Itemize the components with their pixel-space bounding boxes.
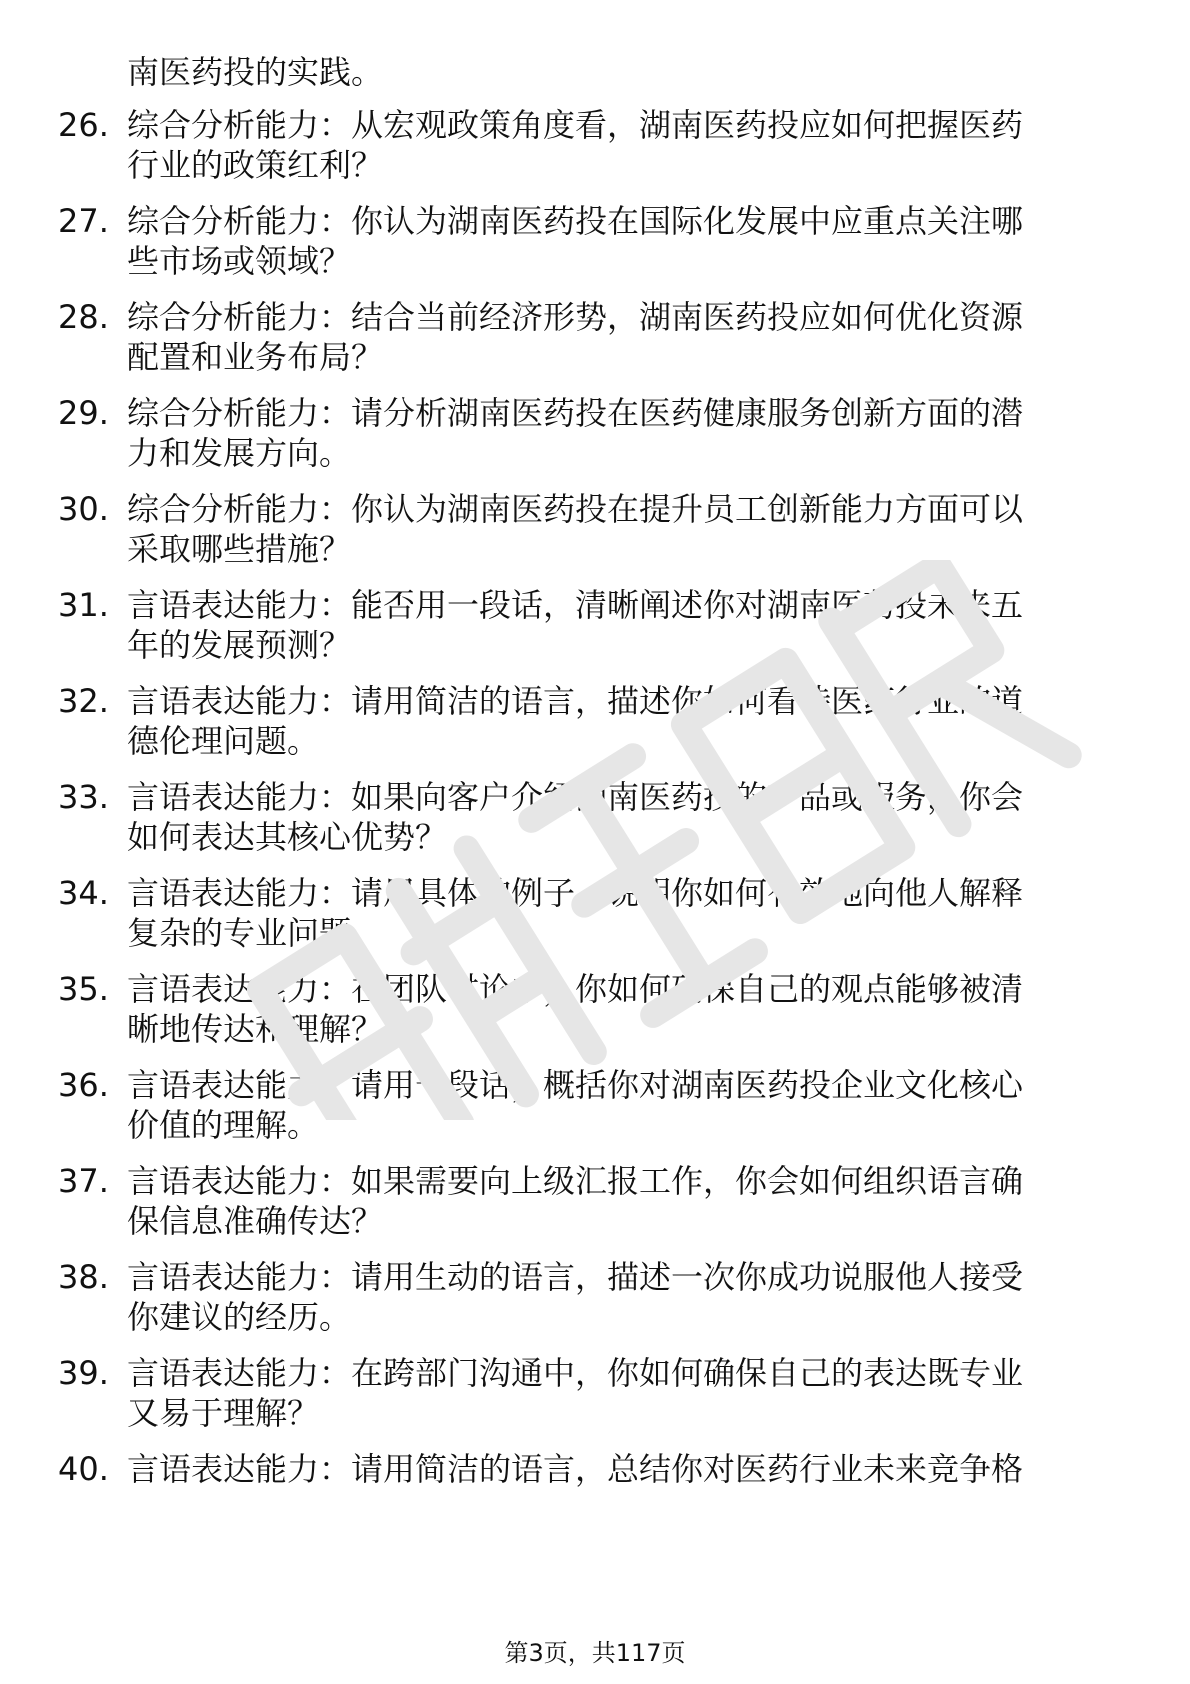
item-text-line: 综合分析能力：你认为湖南医药投在提升员工创新能力方面可以 <box>127 490 1024 528</box>
item-text-line: 如何表达其核心优势？ <box>127 818 448 856</box>
item-number: 39. <box>58 1354 109 1392</box>
item-text-line: 你建议的经历。 <box>127 1298 352 1336</box>
item-text-line: 综合分析能力：你认为湖南医药投在国际化发展中应重点关注哪 <box>127 202 1024 240</box>
item-number: 33. <box>58 778 109 816</box>
item-number: 37. <box>58 1162 109 1200</box>
item-text <box>127 1257 1107 1337</box>
item-text-line: 保信息准确传达？ <box>127 1202 384 1240</box>
item-text-line: 言语表达能力：在跨部门沟通中，你如何确保自己的表达既专业 <box>127 1354 1024 1392</box>
item-text <box>127 393 1107 473</box>
item-number: 28. <box>58 298 109 336</box>
item-text-line: 言语表达能力：在团队讨论中，你如何确保自己的观点能够被清 <box>127 970 1024 1008</box>
item-text-line: 言语表达能力：请用简洁的语言，描述你如何看待医药行业的道 <box>127 682 1024 720</box>
item-text <box>127 777 1107 857</box>
item-number: 34. <box>58 874 109 912</box>
item-text-line: 晰地传达和理解？ <box>127 1010 384 1048</box>
item-text <box>127 969 1107 1049</box>
item-text-line: 言语表达能力：请用一段话，概括你对湖南医药投企业文化核心 <box>127 1066 1024 1104</box>
item-text-line: 综合分析能力：从宏观政策角度看，湖南医药投应如何把握医药 <box>127 106 1024 144</box>
item-text-line: 价值的理解。 <box>127 1106 320 1144</box>
item-number: 30. <box>58 490 109 528</box>
item-text-line: 年的发展预测？ <box>127 626 352 664</box>
item-text-line: 又易于理解？ <box>127 1394 320 1432</box>
item-text-line: 些市场或领域？ <box>127 242 352 280</box>
item-text-line: 言语表达能力：请用生动的语言，描述一次你成功说服他人接受 <box>127 1258 1024 1296</box>
item-number: 38. <box>58 1258 109 1296</box>
item-text-line: 行业的政策红利？ <box>127 146 384 184</box>
item-text-line: 综合分析能力：结合当前经济形势，湖南医药投应如何优化资源 <box>127 298 1024 336</box>
item-text <box>127 297 1107 377</box>
item-text-line: 言语表达能力：如果向客户介绍湖南医药投的产品或服务，你会 <box>127 778 1024 816</box>
item-text-line: 言语表达能力：如果需要向上级汇报工作，你会如何组织语言确 <box>127 1162 1024 1200</box>
item-number: 32. <box>58 682 109 720</box>
continued-text: 南医药投的实践。 <box>127 53 384 91</box>
item-text-line: 复杂的专业问题。 <box>127 914 384 952</box>
item-text-line: 言语表达能力：能否用一段话，清晰阐述你对湖南医药投未来五 <box>127 586 1024 624</box>
item-text <box>127 585 1107 665</box>
item-text <box>127 1065 1107 1145</box>
item-text <box>127 681 1107 761</box>
item-number: 36. <box>58 1066 109 1104</box>
item-number: 40. <box>58 1450 109 1488</box>
item-text <box>127 873 1107 953</box>
item-number: 35. <box>58 970 109 1008</box>
item-text-line: 言语表达能力：请用具体的例子，说明你如何有效地向他人解释 <box>127 874 1024 912</box>
item-number: 26. <box>58 106 109 144</box>
item-text-line: 力和发展方向。 <box>127 434 352 472</box>
item-text-line: 言语表达能力：请用简洁的语言，总结你对医药行业未来竞争格 <box>127 1450 1024 1488</box>
item-text-line: 配置和业务布局？ <box>127 338 384 376</box>
item-text <box>127 489 1107 569</box>
item-text <box>127 105 1107 185</box>
item-number: 29. <box>58 394 109 432</box>
item-text-line: 综合分析能力：请分析湖南医药投在医药健康服务创新方面的潜 <box>127 394 1024 432</box>
item-text <box>127 1353 1107 1433</box>
item-number: 27. <box>58 202 109 240</box>
item-number: 31. <box>58 586 109 624</box>
item-text <box>127 1161 1107 1241</box>
item-text <box>127 1449 1107 1489</box>
page-footer: 第3页，共117页 <box>504 1639 686 1667</box>
item-text-line: 采取哪些措施？ <box>127 530 352 568</box>
item-text <box>127 201 1107 281</box>
item-text-line: 德伦理问题。 <box>127 722 320 760</box>
